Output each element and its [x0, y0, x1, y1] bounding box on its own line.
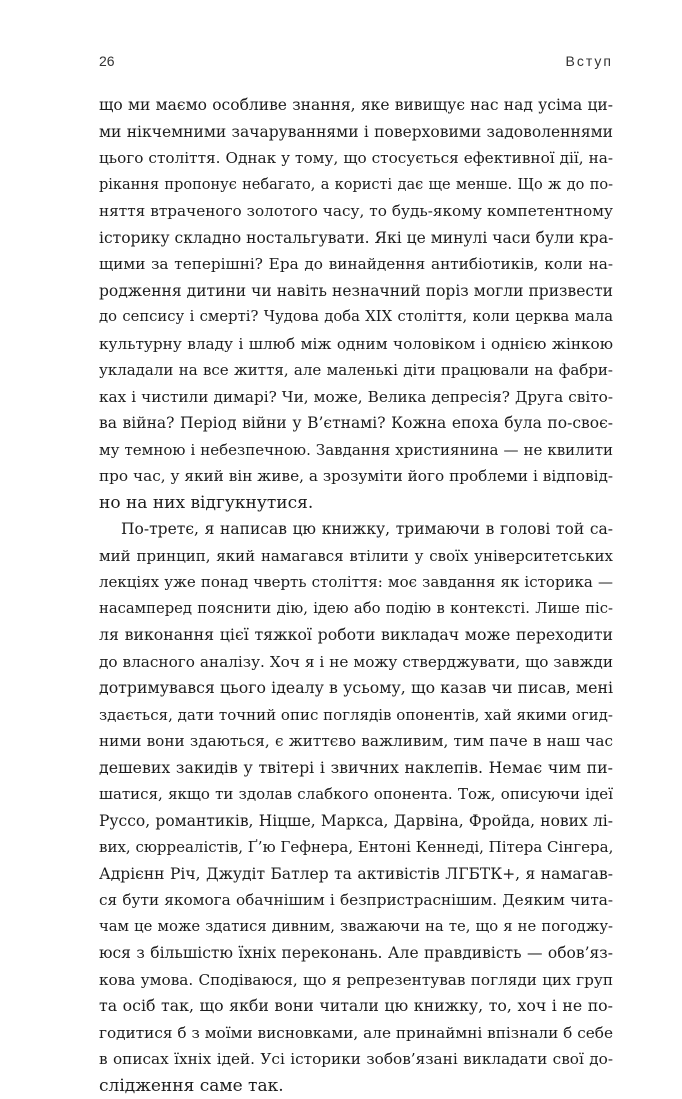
text-line: до сепсису і смерті? Чудова доба XIX століття, коли церква мала	[99, 304, 613, 331]
text-line: родження дитини чи навіть незначний поріз могли призвести	[99, 278, 613, 305]
text-line: цього століття. Однак у тому, що стосується ефективної дії, на-	[99, 145, 613, 172]
text-line: укладали на все життя, але маленькі діти працювали на фабри-	[99, 357, 613, 384]
text-line: дешевих закидів у твітері і звичних наклепів. Немає чим пи-	[99, 755, 613, 782]
text-line: що ми маємо особливе знання, яке вивищує нас над усіма ци-	[99, 92, 613, 119]
text-line: ними вони здаються, є життєво важливим, тим паче в наш час	[99, 728, 613, 755]
text-line: ми нікчемними зачаруваннями і поверховими задоволеннями	[99, 119, 613, 146]
text-line: історику складно ностальгувати. Які це минулі часи були кра-	[99, 225, 613, 252]
text-line: му темною і небезпечною. Завдання християнина — не квилити	[99, 437, 613, 464]
text-line: ках і чистили димарі? Чи, може, Велика депресія? Друга світо-	[99, 384, 613, 411]
text-line: ля виконання цієї тяжкої роботи викладач може переходити	[99, 622, 613, 649]
text-line: та осіб так, що якби вони читали цю книжку, то, хоч і не по-	[99, 993, 613, 1020]
text-line: до власного аналізу. Хоч я і не можу стверджувати, що завжди	[99, 649, 613, 676]
text-line: вих, сюрреалістів, Ґ’ю Гефнера, Ентоні Кеннеді, Пітера Сінгера,	[99, 834, 613, 861]
text-line: дотримувався цього ідеалу в усьому, що казав чи писав, мені	[99, 675, 613, 702]
text-line: чам це може здатися дивним, зважаючи на те, що я не погоджу-	[99, 914, 613, 941]
paragraph-end-line: но на них відгукнутися.	[99, 490, 613, 517]
text-line: культурну владу і шлюб між одним чоловіком і однією жінкою	[99, 331, 613, 358]
running-head	[99, 53, 613, 73]
text-line: няття втраченого золотого часу, то будь-якому компетентному	[99, 198, 613, 225]
text-line: рікання пропонує небагато, а користі дає ще менше. Що ж до по-	[99, 172, 613, 199]
text-line: кова умова. Сподіваюся, що я репрезентував погляди цих груп	[99, 967, 613, 994]
paragraph-start-line: По-третє, я написав цю книжку, тримаючи в голові той са-	[99, 516, 613, 543]
page-number: 26	[99, 53, 115, 69]
text-line: годитися б з моїми висновками, але принаймні впізнали б себе	[99, 1020, 613, 1047]
text-line: ся бути якомога обачнішим і безпристраснішим. Деяким чита-	[99, 887, 613, 914]
text-line: лекціях уже понад чверть століття: моє завдання як історика —	[99, 569, 613, 596]
text-line: Руссо, романтиків, Ніцше, Маркса, Дарвіна, Фройда, нових лі-	[99, 808, 613, 835]
text-line: ва війна? Період війни у В’єтнамі? Кожна епоха була по-своє-	[99, 410, 613, 437]
text-line: про час, у який він живе, а зрозуміти його проблеми і відповід-	[99, 463, 613, 490]
text-line: юся з більшістю їхніх переконань. Але правдивість — обов’яз-	[99, 940, 613, 967]
text-line: Адрієнн Річ, Джудіт Батлер та активістів ЛГБТК+, я намагав-	[99, 861, 613, 888]
section-title: Вступ	[566, 53, 614, 69]
text-line: мий принцип, який намагався втілити у своїх університетських	[99, 543, 613, 570]
body-text	[99, 92, 613, 1099]
text-line: шатися, якщо ти здолав слабкого опонента. Тож, описуючи ідеї	[99, 781, 613, 808]
paragraph-end-line: слідження саме так.	[99, 1073, 613, 1099]
text-line: щими за теперішні? Ера до винайдення антибіотиків, коли на-	[99, 251, 613, 278]
text-line: здається, дати точний опис поглядів опонентів, хай якими огид-	[99, 702, 613, 729]
text-line: в описах їхніх ідей. Усі історики зобов’язані викладати свої до-	[99, 1046, 613, 1073]
text-line: насамперед пояснити дію, ідею або подію в контексті. Лише піс-	[99, 596, 613, 623]
